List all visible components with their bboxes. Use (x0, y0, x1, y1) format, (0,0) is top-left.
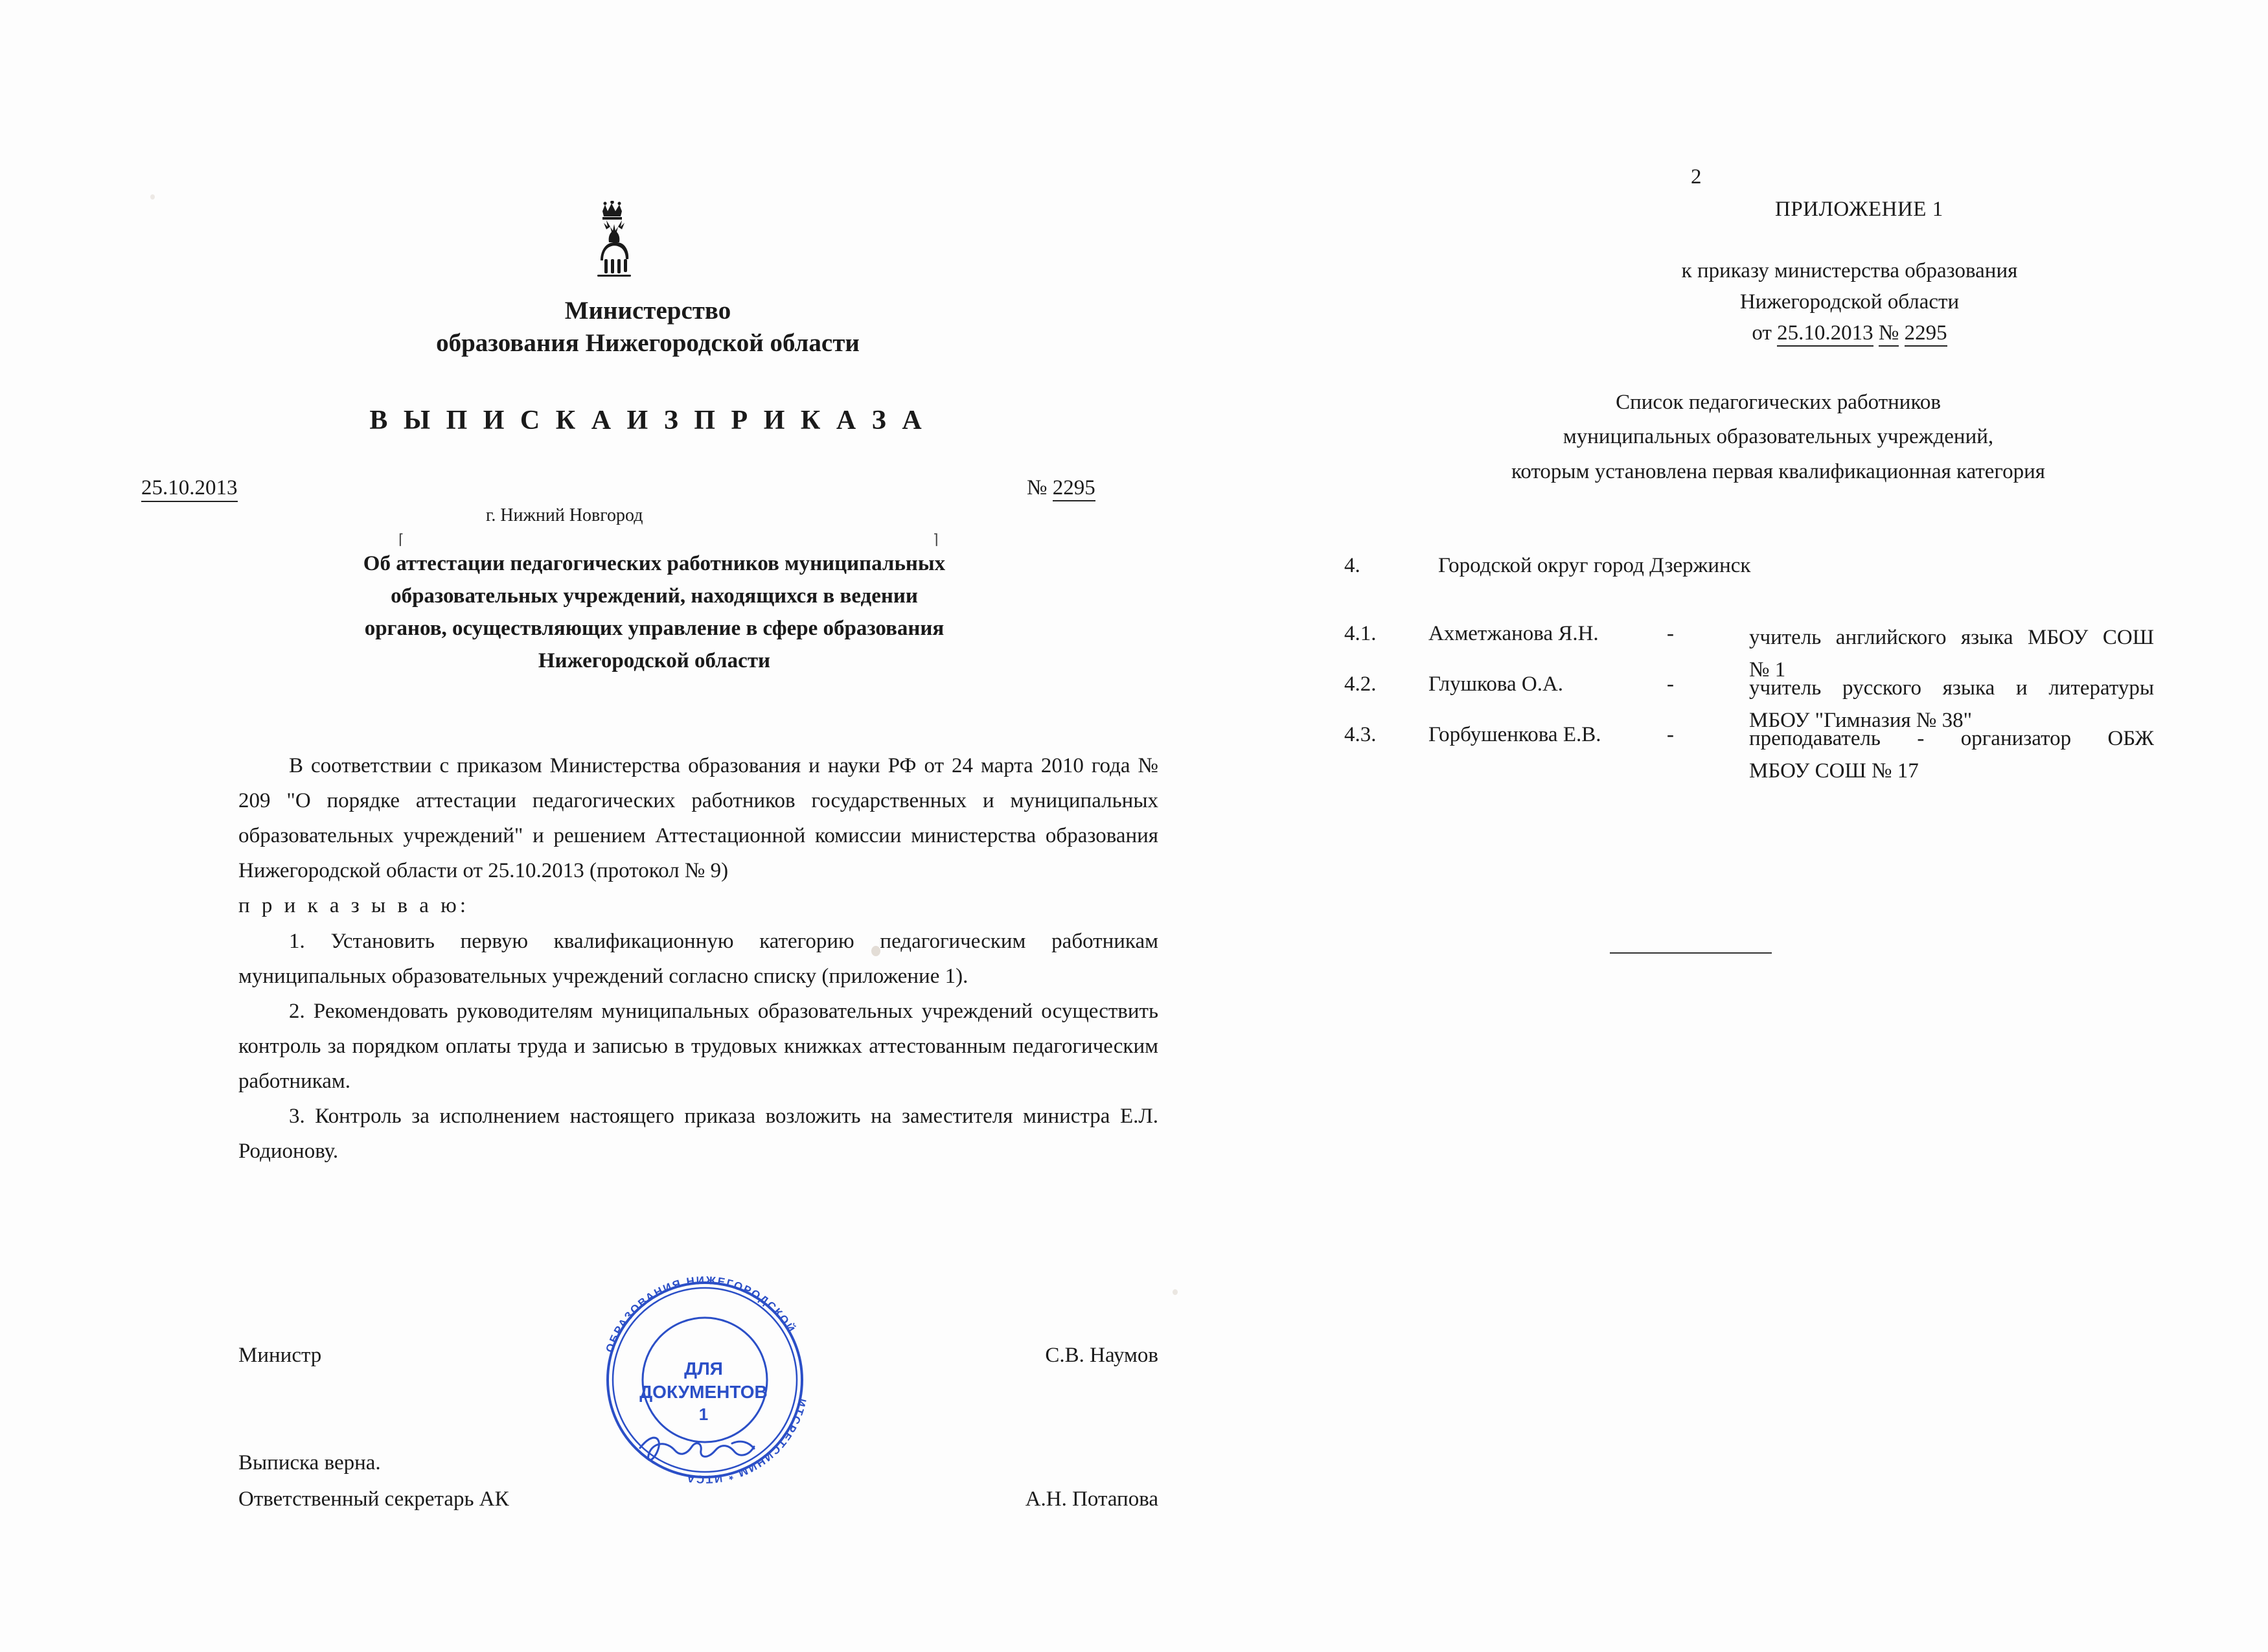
appendix-reference-line1: к приказу министерства образования (1681, 259, 2018, 282)
reference-prefix: от (1752, 321, 1772, 345)
entry-number: 4.3. (1344, 723, 1377, 746)
list-item (1344, 723, 2160, 783)
svg-text:1: 1 (698, 1405, 709, 1424)
list-item (1344, 622, 2160, 682)
ministry-title-line1: Министерство (564, 297, 731, 325)
list-title (1419, 385, 2138, 489)
signature-rule (1610, 952, 1772, 954)
svg-text:ОБРАЗОВАНИЯ НИЖЕГОРОДСКОЙ: ОБРАЗОВАНИЯ НИЖЕГОРОДСКОЙ (603, 1274, 798, 1354)
secretary-name: А.Н. Потапова (1025, 1487, 1158, 1511)
secretary-signature-row (238, 1478, 1158, 1515)
order-item-3: 3. Контроль за исполнением настоящего приказа возложить на заместителя министра Е.Л. Родионову. (238, 1105, 1158, 1164)
entry-number: 4.1. (1344, 622, 1377, 645)
entry-role-line2: МБОУ "Гимназия № 38" (1749, 708, 1973, 732)
certify-text: Выписка верна. (238, 1451, 381, 1474)
entry-role-line2: № 1 (1749, 658, 1786, 682)
appendix-reference-line3 (1594, 318, 2105, 349)
entry-name: Горбушенкова Е.В. (1428, 723, 1601, 746)
order-number-value: 2295 (1053, 476, 1095, 501)
order-subject: Об аттестации педагогических работников муниципальных образовательных учреждений, находящихся в ведении органов, осуществляющих управление в сфере образования Нижегородской области (363, 552, 946, 673)
list-title-line3: которым установлена первая квалификационная категория (1511, 459, 2045, 483)
order-preamble: В соответствии с приказом Министерства образования и науки РФ от 24 марта 2010 года № 209 "О порядке аттестации педагогических работников государственных и муниципальных образовательных учреждений" и решением Аттестационной комиссии министерства образования Нижегородской области от 25.10.2013 (протокол № 9) (238, 754, 1158, 883)
ministry-title (311, 295, 985, 360)
bracket-right-icon: ⌉ (933, 531, 939, 547)
coat-of-arms-icon (564, 201, 661, 285)
entry-dash: - (1667, 622, 1674, 645)
entry-role-line1: учитель английского языка МБОУ СОШ (1749, 626, 2154, 649)
list-title-line2: муниципальных образовательных учреждений, (1563, 425, 1994, 449)
entry-number: 4.2. (1344, 672, 1377, 696)
order-item-1: 1. Установить первую квалификационную категорию педагогическим работникам муниципальных образовательных учреждений согласно списку (приложение 1). (238, 929, 1158, 988)
teacher-list (1344, 622, 2160, 783)
appendix-reference (1594, 256, 2105, 349)
reference-number: 2295 (1905, 321, 1947, 347)
signature-spacer (238, 1371, 1158, 1442)
entry-dash: - (1667, 672, 1674, 696)
signature-block (238, 1335, 1158, 1515)
list-item (1344, 672, 2160, 732)
city-line: г. Нижний Новгород (486, 505, 643, 525)
section-number: 4. (1344, 554, 1360, 577)
appendix-reference-line2: Нижегородской области (1739, 290, 1960, 314)
bracket-left-icon: ⌈ (398, 531, 404, 547)
appendix-column (1205, 0, 2177, 1652)
scan-speck (1173, 1289, 1178, 1295)
list-title-line1: Список педагогических работников (1616, 391, 1941, 414)
minister-role: Министр (238, 1344, 322, 1367)
order-extract-column (97, 0, 1158, 1652)
page-number: 2 (1691, 165, 1702, 189)
minister-name: С.В. Наумов (1045, 1344, 1158, 1367)
entry-role-line1: преподаватель - организатор ОБЖ (1749, 727, 2154, 750)
entry-role-line2: МБОУ СОШ № 17 (1749, 759, 1919, 783)
order-item-2: 2. Рекомендовать руководителям муниципальных образовательных учреждений осуществить контроль за порядком оплаты труда и записью в трудовых книжках аттестованным педагогическим работникам. (238, 999, 1158, 1093)
order-number (1027, 476, 1095, 500)
minister-signature-row (238, 1335, 1158, 1371)
ministry-title-line2: образования Нижегородской области (436, 328, 860, 357)
order-number-label: № (1027, 476, 1048, 499)
entry-role (1749, 723, 2154, 787)
entry-name: Ахметжанова Я.Н. (1428, 622, 1599, 645)
section-label: Городской округ город Дзержинск (1438, 554, 1751, 577)
appendix-title: ПРИЛОЖЕНИЕ 1 (1775, 198, 1943, 221)
entry-role-line1: учитель русского языка и литературы (1749, 676, 2154, 700)
svg-text:ДОКУМЕНТОВ: ДОКУМЕНТОВ (639, 1382, 768, 1402)
svg-text:ДЛЯ: ДЛЯ (684, 1359, 723, 1379)
reference-number-label: № (1879, 321, 1899, 347)
order-body (238, 748, 1158, 1169)
reference-date: 25.10.2013 (1777, 321, 1873, 347)
order-keyword: п р и к а з ы в а ю: (238, 894, 470, 918)
order-date: 25.10.2013 (141, 476, 238, 502)
certify-row (238, 1442, 1158, 1478)
document-type-heading: В Ы П И С К А И З П Р И К А З А (369, 406, 926, 435)
entry-name: Глушкова О.А. (1428, 672, 1564, 696)
secretary-role: Ответственный секретарь АК (238, 1487, 509, 1511)
svg-text:ИТСРЕТСИНИМ * ИТСА: ИТСРЕТСИНИМ * ИТСА (684, 1397, 809, 1486)
entry-dash: - (1667, 723, 1674, 746)
